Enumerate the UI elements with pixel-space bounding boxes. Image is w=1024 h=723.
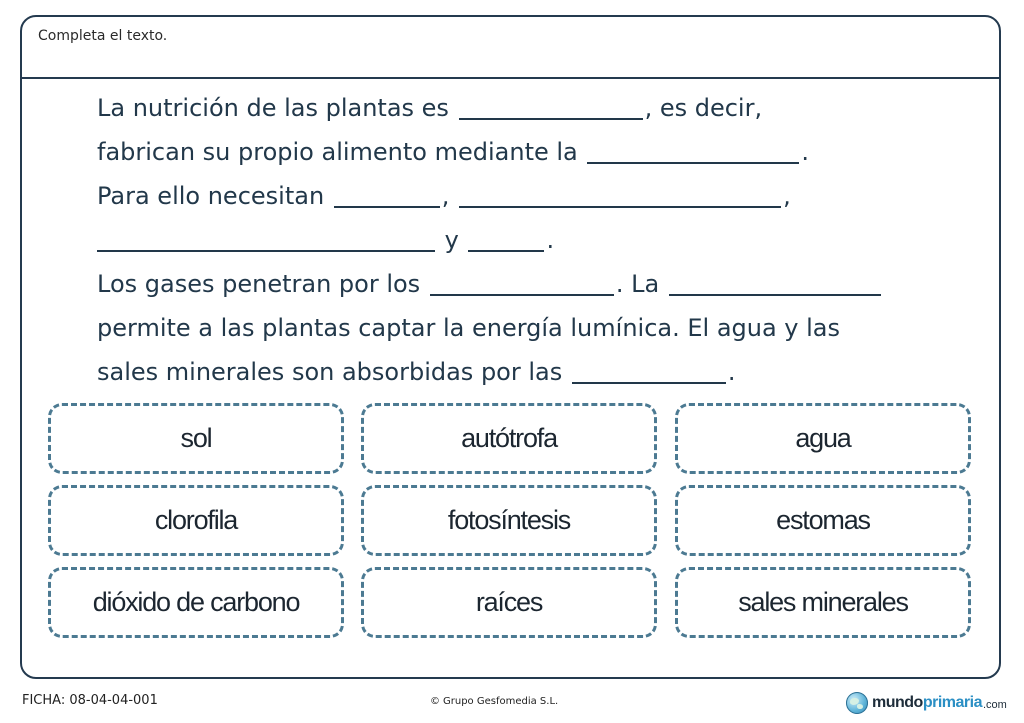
text-segment: sales minerales son absorbidas por las (97, 358, 563, 386)
globe-icon (846, 692, 868, 714)
text-segment: Los gases penetran por los (97, 270, 421, 298)
blank-8[interactable] (669, 264, 881, 296)
worksheet-header (22, 17, 999, 79)
text-segment: permite a las plantas captar la energía lumínica. El agua y las (97, 314, 841, 342)
brand-name-part: mundo (872, 694, 923, 711)
text-segment: , es decir, (644, 94, 763, 122)
text-line-2 (97, 130, 957, 174)
word-card[interactable]: clorofila (48, 485, 344, 556)
word-card[interactable]: estomas (675, 485, 971, 556)
fill-in-text (97, 86, 957, 394)
blank-5[interactable] (97, 220, 435, 252)
text-segment: fabrican su propio alimento mediante la (97, 138, 578, 166)
text-segment: , (441, 182, 450, 210)
text-line-1 (97, 86, 957, 130)
text-line-3 (97, 174, 957, 218)
brand-name (872, 694, 982, 712)
word-card[interactable]: raíces (361, 567, 657, 638)
blank-7[interactable] (430, 264, 614, 296)
blank-1[interactable] (459, 88, 643, 120)
blank-2[interactable] (587, 132, 799, 164)
text-line-7 (97, 350, 957, 394)
text-line-5 (97, 262, 957, 306)
text-segment: , (783, 182, 791, 210)
text-segment: . (801, 138, 810, 166)
brand-name-accent: primaria (922, 694, 982, 711)
word-card[interactable]: sol (48, 403, 344, 474)
word-card[interactable]: agua (675, 403, 971, 474)
blank-6[interactable] (468, 220, 544, 252)
copyright (430, 696, 558, 707)
text-line-6 (97, 306, 957, 350)
text-segment: y (444, 226, 459, 254)
blank-3[interactable] (334, 176, 440, 208)
text-segment: La nutrición de las plantas es (97, 94, 449, 122)
text-segment: . (546, 226, 555, 254)
brand-logo[interactable] (846, 690, 1007, 716)
brand-domain: .com (982, 698, 1007, 711)
text-line-4 (97, 218, 957, 262)
word-card[interactable]: fotosíntesis (361, 485, 657, 556)
blank-9[interactable] (572, 352, 726, 384)
text-segment: . (727, 358, 736, 386)
word-bank (48, 403, 975, 640)
worksheet-code: FICHA: 08-04-04-001 (22, 693, 158, 708)
word-card[interactable]: dióxido de carbono (48, 567, 344, 638)
word-card[interactable]: autótrofa (361, 403, 657, 474)
word-card[interactable]: sales minerales (675, 567, 971, 638)
copyright-symbol: © (430, 696, 440, 707)
text-segment: Para ello necesitan (97, 182, 325, 210)
text-segment: . La (615, 270, 660, 298)
instruction-text: Completa el texto. (38, 28, 168, 44)
blank-4[interactable] (459, 176, 781, 208)
copyright-text: Grupo Gesfomedia S.L. (443, 696, 559, 707)
